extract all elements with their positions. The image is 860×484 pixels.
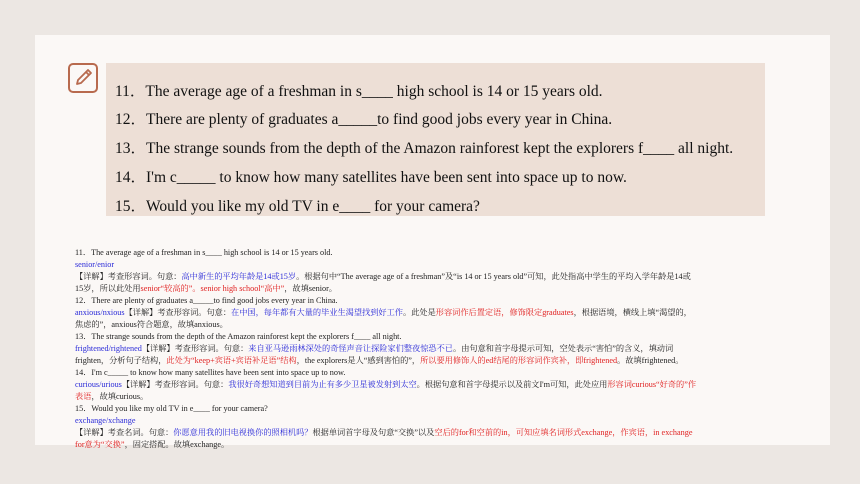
question-12: 12．There are plenty of graduates a_____to find good jobs every year in China. (115, 111, 613, 128)
explanation-question-14: 14．I'm c_____ to know how many satellites have been sent into space up to now. (75, 368, 346, 377)
detail-14-line2: 表语，故填curious。 (75, 392, 149, 401)
explanation-question-15: 15．Would you like my old TV in e____ for your camera? (75, 404, 268, 413)
detail-13-line1: frightened/rightened【详解】考查形容词。句意：来自亚马逊雨林深处的奇怪声音让探险家们整夜惊恐不已。由句意和首字母提示可知，空处表示“害怕”的含义，填动词 (75, 344, 674, 353)
detail-11-line1: 【详解】考查形容词。句意：高中新生的平均年龄是14或15岁。根据句中“The average age of a freshman”及“is 14 or 15 years old”可知，此处指高中学生的平均入学年龄是14或 (75, 272, 691, 281)
detail-15-line1: 【详解】考查名词。句意：你愿意用我的旧电视换你的照相机吗？根据单词首字母及句意“交换”以及空后的for和空前的in，可知应填名词形式exchange，作宾语，in exchange (75, 428, 693, 437)
explanation-section (75, 247, 765, 451)
detail-11-line2: 15岁，所以此处用senior“较高的”。senior high school“高中”，故填senior。 (75, 284, 337, 293)
explanation-question-13: 13．The strange sounds from the depth of the Amazon rainforest kept the explorers f____ all night. (75, 332, 402, 341)
answer-15: exchange/xchange (75, 416, 136, 425)
question-14: 14．I'm c_____ to know how many satellites have been sent into space up to now. (115, 169, 627, 186)
detail-12-line2: 焦虑的”，anxious符合题意，故填anxious。 (75, 320, 228, 329)
detail-12-line1: anxious/nxious【详解】考查形容词。句意：在中国，每年都有大量的毕业生渴望找到好工作。此处是形容词作后置定语，修饰限定graduates，根据语境，横线上填“渴望的， (75, 308, 692, 317)
edit-icon (67, 62, 99, 94)
question-11: 11．The average age of a freshman in s____ high school is 14 or 15 years old. (115, 83, 603, 100)
detail-15-line2: for意为“交换”，固定搭配。故填exchange。 (75, 440, 230, 449)
detail-13-line2: frighten，分析句子结构，此处为“keep+宾语+宾语补足语”结构，the explorers是人“感到害怕的”，所以要用修饰人的ed结尾的形容词作宾补，即frightened。故填frightened。 (75, 356, 684, 365)
detail-14-line1: curious/urious【详解】考查形容词。句意：我很好奇想知道到目前为止有多少卫星被发射到太空。根据句意和首字母提示以及前文I'm可知，此处应用形容词curious“好奇的”作 (75, 380, 697, 389)
explanation-question-12: 12．There are plenty of graduates a_____to find good jobs every year in China. (75, 296, 338, 305)
question-15: 15．Would you like my old TV in e____ for your camera? (115, 198, 480, 215)
question-box (106, 63, 765, 216)
explanation-question-11: 11．The average age of a freshman in s____ high school is 14 or 15 years old. (75, 248, 333, 257)
question-13: 13．The strange sounds from the depth of the Amazon rainforest kept the explorers f____ all night. (115, 140, 734, 157)
answer-11: senior/enior (75, 260, 115, 269)
